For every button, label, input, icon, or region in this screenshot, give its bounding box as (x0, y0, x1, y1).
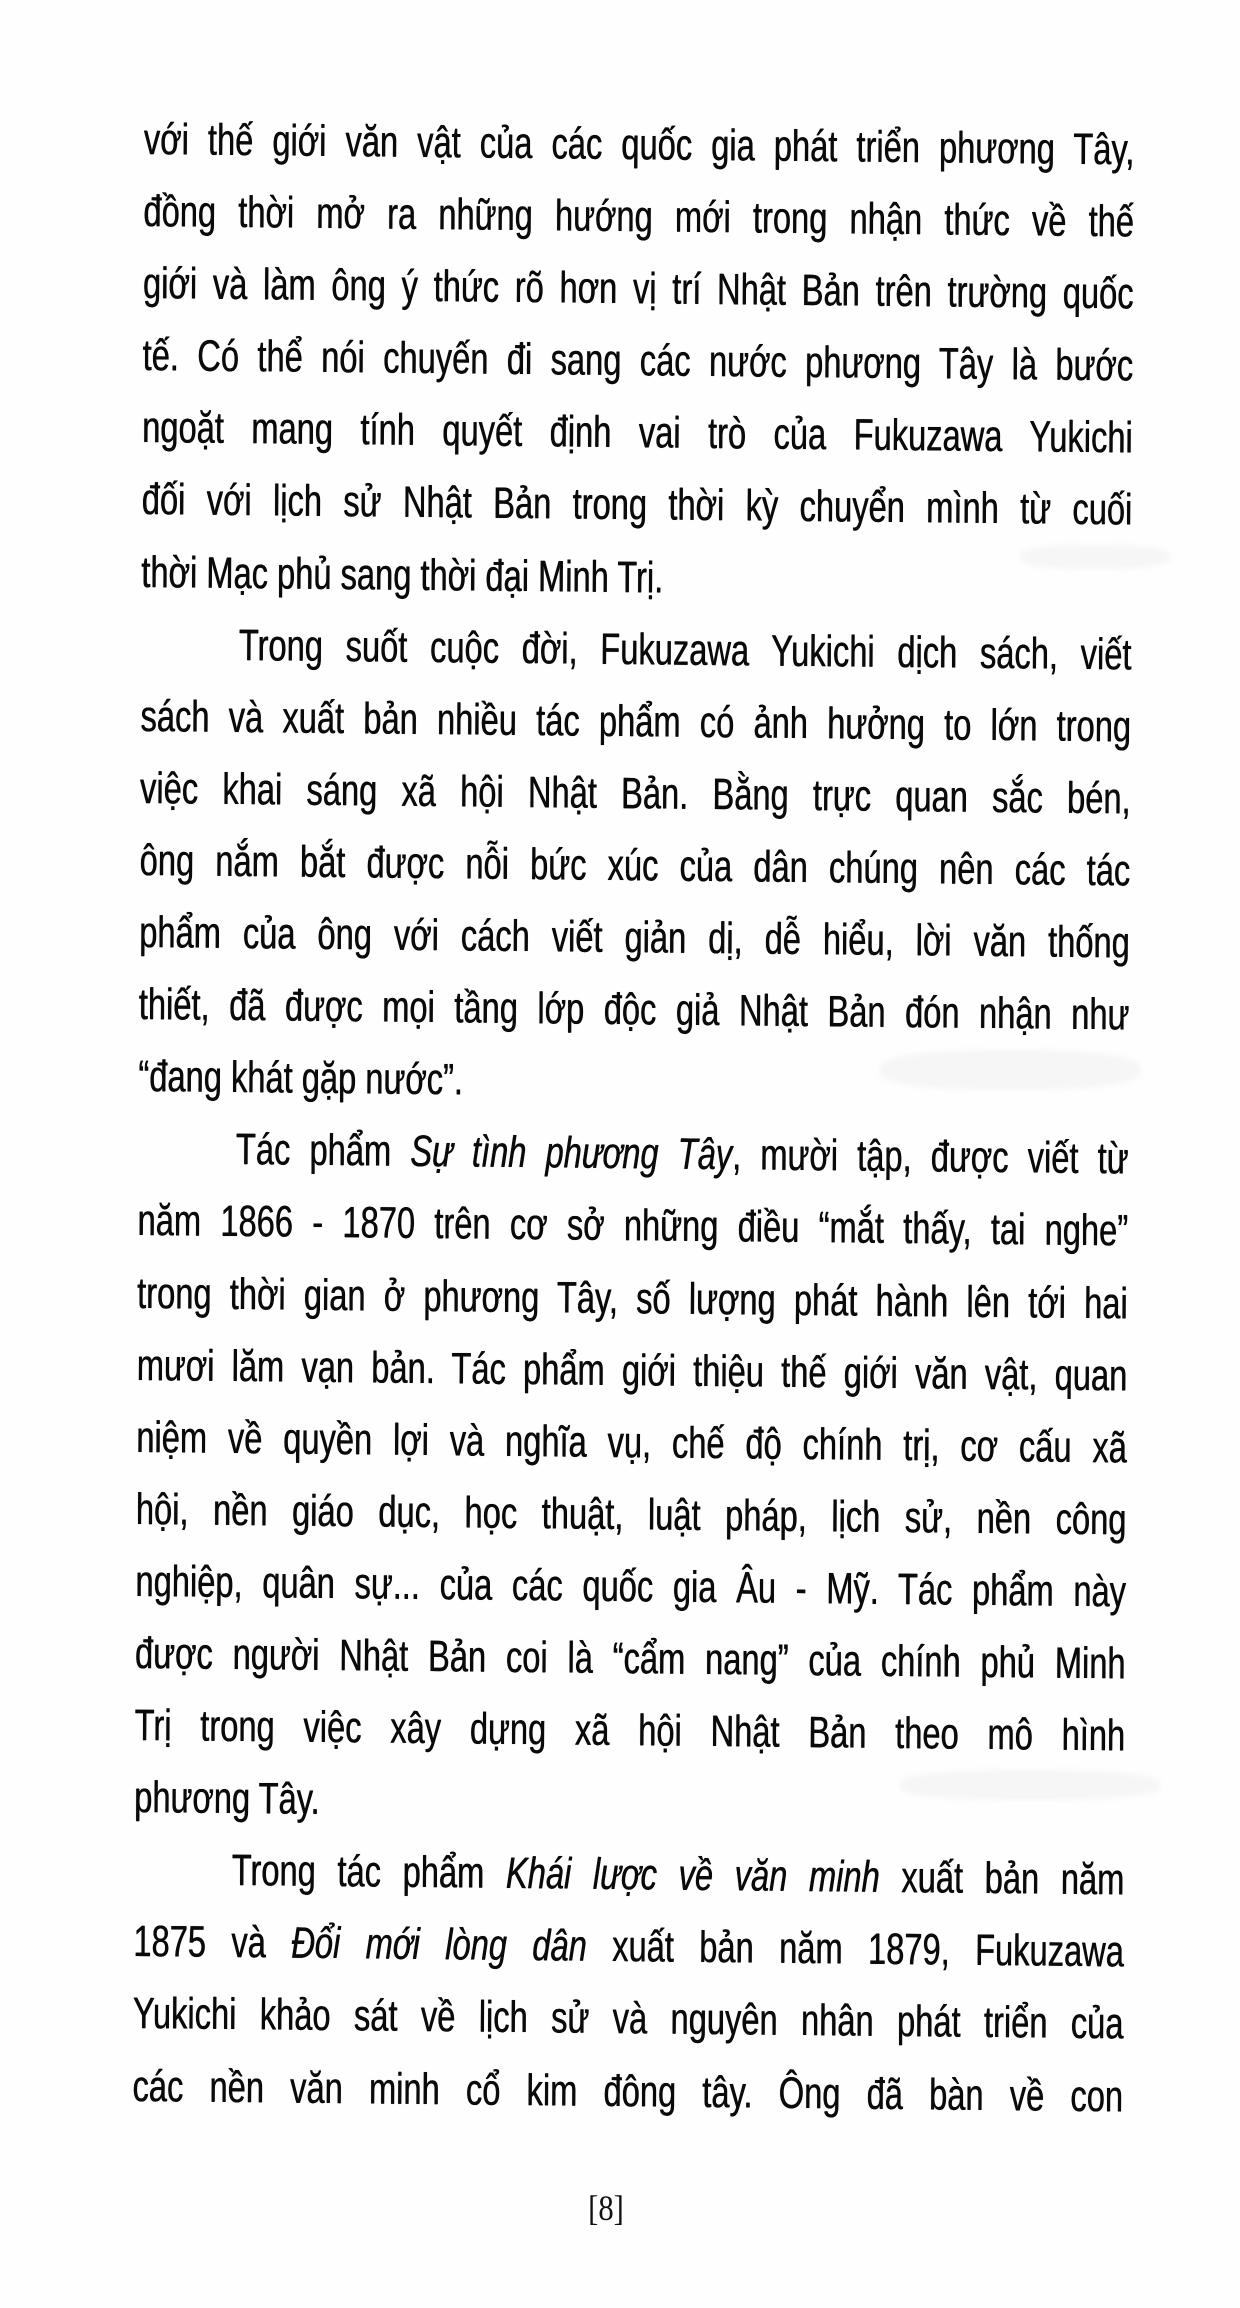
line-text: niệm về quyền lợi và nghĩa vụ, chế độ chính trị, cơ cấu xã (136, 1412, 1127, 1473)
text-line (139, 969, 1130, 1052)
line-text: thời Mạc phủ sang thời đại Minh Trị. (141, 547, 664, 603)
line-text: sách và xuất bản nhiều tác phẩm có ảnh hưởng to lớn trong (140, 691, 1132, 752)
text-line (133, 1906, 1124, 1989)
paragraph-p2 (138, 609, 1131, 1124)
line-text: được người Nhật Bản coi là “cẩm nang” của chính phủ Minh (134, 1628, 1126, 1689)
line-text: với thế giới văn vật của các quốc gia phát triển phương Tây, (143, 114, 1135, 175)
text-line (141, 464, 1132, 547)
line-text: ngoặt mang tính quyết định vai trò của Fukuzawa Yukichi (141, 403, 1133, 463)
text-line (142, 320, 1133, 403)
text-line (140, 753, 1131, 836)
line-text: xuất bản năm (879, 1853, 1125, 1905)
text-line (141, 609, 1132, 692)
paragraph-p4 (132, 1834, 1124, 2133)
line-text: phẩm của ông với cách viết giản dị, dễ hiểu, lời văn thống (139, 908, 1130, 968)
text-line (134, 1690, 1125, 1773)
line-text: Trong tác phẩm (231, 1846, 507, 1899)
line-text: tế. Có thể nói chuyến đi sang các nước phương Tây là bước (142, 331, 1134, 391)
line-text: các nền văn minh cổ kim đông tây. Ông đã bàn về con (132, 2061, 1124, 2121)
line-text: , mười tập, được viết từ (731, 1130, 1129, 1184)
line-text: nghiệp, quân sự... của các quốc gia Âu - Mỹ. Tác phẩm này (135, 1556, 1127, 1617)
line-text: “đang khát gặp nước”. (138, 1052, 464, 1105)
page-number: [8] (588, 2188, 624, 2228)
text-line (135, 1546, 1126, 1629)
text-line (142, 392, 1133, 475)
line-text: phương Tây. (133, 1773, 320, 1825)
text-line (138, 1041, 1129, 1124)
line-text: hội, nền giáo dục, học thuật, luật pháp, lịch sử, nền công (135, 1484, 1127, 1545)
text-line (132, 2050, 1123, 2133)
text-line (143, 176, 1134, 259)
line-text: Tác phẩm (235, 1125, 411, 1177)
line-text: năm 1866 - 1870 trên cơ sở những điều “mắt thấy, tai nghe” (137, 1196, 1129, 1256)
text-line (144, 104, 1135, 187)
line-text: trong thời gian ở phương Tây, số lượng phát hành lên tới hai (136, 1268, 1128, 1328)
italic-title-text: Khái lược về văn minh (505, 1849, 880, 1903)
line-text: thiết, đã được mọi tầng lớp độc giả Nhật Bản đón nhận như (138, 980, 1130, 1040)
paragraph-p1 (141, 104, 1134, 619)
line-text: ông nắm bắt được nỗi bức xúc của dân chúng nên các tác (139, 835, 1131, 896)
text-line (139, 825, 1130, 908)
text-line (140, 681, 1131, 764)
line-text: Trị trong việc xây dựng xã hội Nhật Bản theo mô hình (134, 1701, 1126, 1761)
line-text: giới và làm ông ý thức rõ hơn vị trí Nhật Bản trên trường quốc (142, 259, 1134, 319)
text-line (139, 897, 1130, 980)
body-text (132, 104, 1134, 2133)
text-line (133, 1834, 1124, 1917)
text-line (141, 537, 1132, 620)
text-line (138, 1113, 1129, 1196)
text-line (137, 1185, 1128, 1268)
line-text: 1875 và (133, 1917, 292, 1968)
text-line (133, 1978, 1124, 2061)
text-line (134, 1762, 1125, 1845)
text-line (136, 1402, 1127, 1485)
text-line (135, 1618, 1126, 1701)
line-text: đồng thời mở ra những hướng mới trong nhận thức về thế (143, 187, 1135, 247)
italic-title-text: Đổi mới lòng dân (291, 1918, 587, 1972)
line-text: Trong suốt cuộc đời, Fukuzawa Yukichi dịch sách, viết (238, 620, 1132, 680)
text-line (136, 1474, 1127, 1557)
line-text: Yukichi khảo sát về lịch sử và nguyên nhân phát triển của (132, 1989, 1124, 2049)
line-text: xuất bản năm 1879, Fukuzawa (586, 1922, 1124, 1977)
line-text: đối với lịch sử Nhật Bản trong thời kỳ chuyển mình từ cuối (141, 475, 1133, 535)
line-text: việc khai sáng xã hội Nhật Bản. Bằng trực quan sắc bén, (139, 763, 1131, 824)
line-text: mươi lăm vạn bản. Tác phẩm giới thiệu thế giới văn vật, quan (136, 1340, 1128, 1401)
paragraph-p3 (134, 1113, 1129, 1844)
text-line (137, 1257, 1128, 1340)
text-line (136, 1330, 1127, 1413)
text-line (143, 248, 1134, 331)
italic-title-text: Sự tình phương Tây (410, 1127, 733, 1180)
